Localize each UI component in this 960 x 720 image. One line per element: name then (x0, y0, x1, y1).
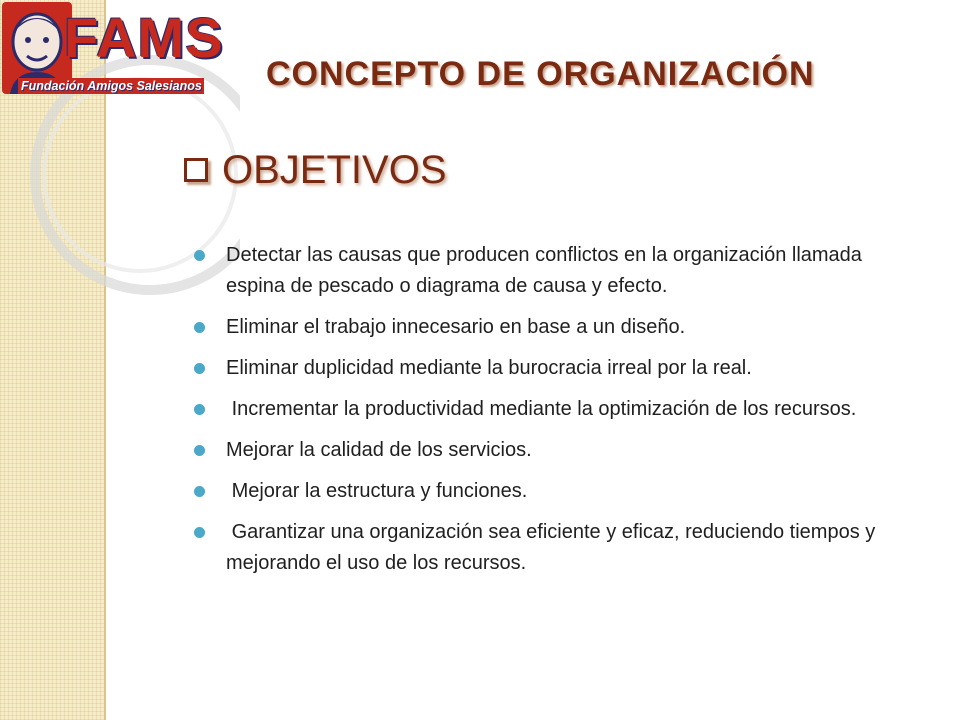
bullet-text: Eliminar el trabajo innecesario en base a un diseño. (226, 316, 686, 338)
bullet-dot-icon (194, 527, 205, 538)
list-item (190, 353, 920, 384)
bullet-text: Mejorar la calidad de los servicios. (226, 439, 532, 461)
bullet-text: Garantizar una organización sea eficiente y eficaz, reduciendo tiempos y mejorando el uso de los recursos. (226, 521, 881, 574)
checkbox-icon (184, 158, 208, 182)
bullet-dot-icon (194, 363, 205, 374)
list-item (190, 394, 920, 425)
slide-title: CONCEPTO DE ORGANIZACIÓN (266, 55, 815, 93)
fams-logo (2, 2, 224, 98)
logo-subtitle: Fundación Amigos Salesianos (18, 78, 204, 94)
bullet-text: Detectar las causas que producen conflictos en la organización llamada espina de pescado o diagrama de causa y efecto. (226, 244, 868, 297)
bullet-dot-icon (194, 445, 205, 456)
bullet-text: Incrementar la productividad mediante la optimización de los recursos. (226, 398, 857, 420)
bullet-dot-icon (194, 322, 205, 333)
bullet-text: Eliminar duplicidad mediante la burocracia irreal por la real. (226, 357, 752, 379)
heading-text: OBJETIVOS (222, 148, 447, 192)
bullet-dot-icon (194, 404, 205, 415)
list-item (190, 517, 920, 579)
section-heading (184, 140, 447, 200)
list-item (190, 240, 920, 302)
bullet-text: Mejorar la estructura y funciones. (226, 480, 528, 502)
bullet-dot-icon (194, 486, 205, 497)
list-item (190, 312, 920, 343)
logo-wordmark: FAMS (64, 6, 224, 69)
bullet-dot-icon (194, 250, 205, 261)
list-item (190, 476, 920, 507)
list-item (190, 435, 920, 466)
objectives-list (190, 240, 920, 589)
